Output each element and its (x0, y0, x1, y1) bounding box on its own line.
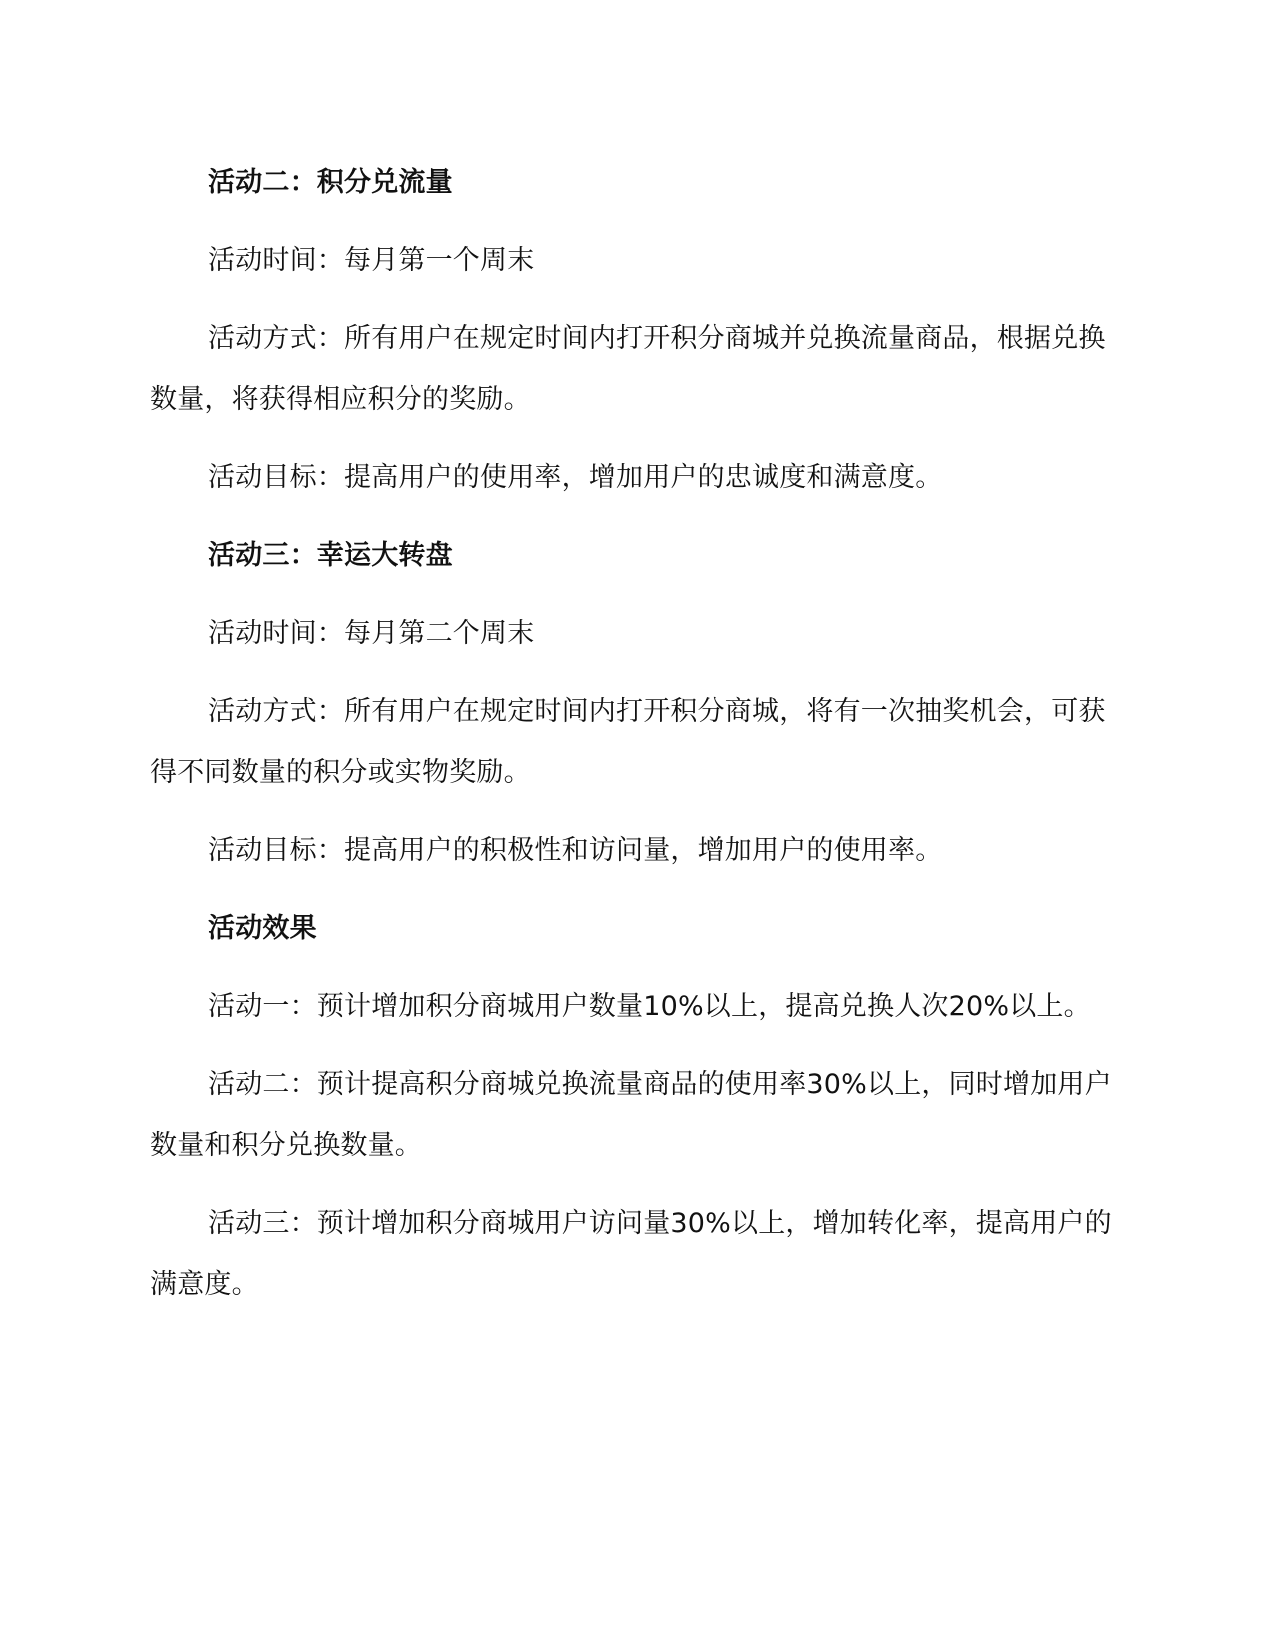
effect-activity-three: 活动三：预计增加积分商城用户访问量30%以上，增加转化率，提高用户的满意度。 (150, 1208, 1112, 1300)
activity-three-time: 活动时间：每月第二个周末 (208, 618, 535, 649)
activity-two-time: 活动时间：每月第一个周末 (208, 245, 535, 276)
section-heading-activity-two: 活动二：积分兑流量 (208, 167, 453, 198)
activity-three-goal: 活动目标：提高用户的积极性和访问量，增加用户的使用率。 (208, 835, 943, 866)
effect-activity-one: 活动一：预计增加积分商城用户数量10%以上，提高兑换人次20%以上。 (208, 991, 1091, 1022)
document-body (150, 152, 1112, 1315)
effect-activity-two: 活动二：预计提高积分商城兑换流量商品的使用率30%以上，同时增加用户数量和积分兑换数量。 (150, 1069, 1112, 1161)
section-heading-activity-effects: 活动效果 (208, 913, 317, 944)
section-heading-activity-three: 活动三：幸运大转盘 (208, 540, 453, 571)
activity-two-method: 活动方式：所有用户在规定时间内打开积分商城并兑换流量商品，根据兑换数量，将获得相应积分的奖励。 (150, 323, 1106, 415)
activity-three-method: 活动方式：所有用户在规定时间内打开积分商城，将有一次抽奖机会，可获得不同数量的积分或实物奖励。 (150, 696, 1106, 788)
activity-two-goal: 活动目标：提高用户的使用率，增加用户的忠诚度和满意度。 (208, 462, 943, 493)
